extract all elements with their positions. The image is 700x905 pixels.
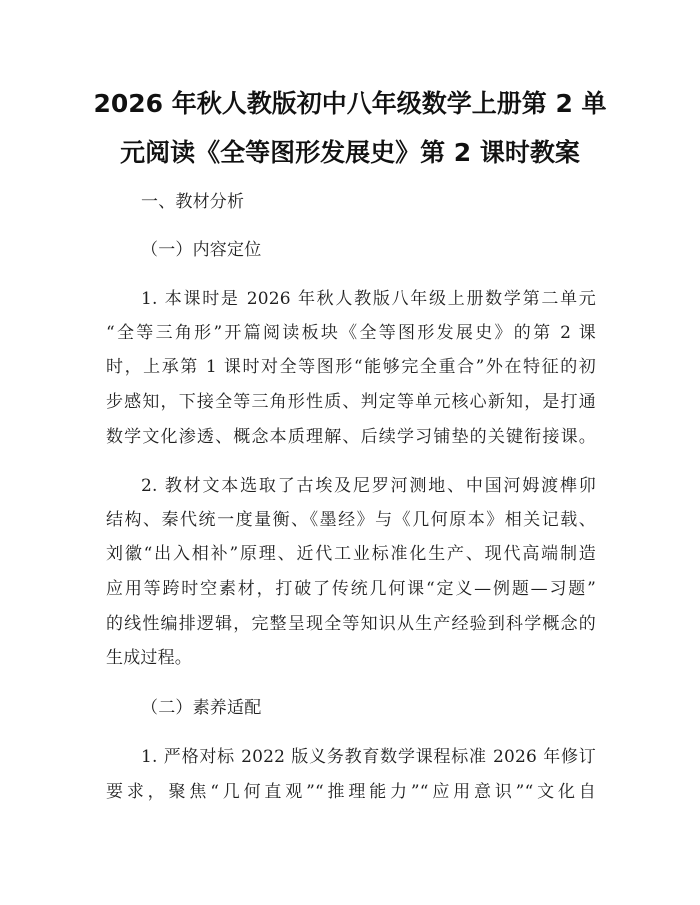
paragraph-1-line: 1. 本课时是 2026 年秋人教版八年级上册数学第二单元 <box>141 289 596 309</box>
document-title-line-1: 2026 年秋人教版初中八年级数学上册第 2 单 <box>93 89 607 118</box>
paragraph-3-line: 1. 严格对标 2022 版义务教育数学课程标准 2026 年修订 <box>141 747 596 767</box>
section-heading-textbook-analysis: 一、教材分析 <box>141 192 245 212</box>
paragraph-2-line: 应用等跨时空素材，打破了传统几何课“定义—例题—习题” <box>106 579 596 599</box>
paragraph-1-line: 数学文化渗透、概念本质理解、后续学习铺垫的关键衔接课。 <box>106 427 596 447</box>
paragraph-3-line: 要求，聚焦“几何直观”“推理能力”“应用意识”“文化自 <box>106 782 596 802</box>
paragraph-1-line: 步感知，下接全等三角形性质、判定等单元核心新知，是打通 <box>106 392 596 412</box>
paragraph-1-line: 时，上承第 1 课时对全等图形“能够完全重合”外在特征的初 <box>106 357 596 377</box>
subsection-heading-literacy-fit: （二）素养适配 <box>141 698 262 718</box>
paragraph-2-line: 生成过程。 <box>106 648 192 668</box>
paragraph-1-line: “全等三角形”开篇阅读板块《全等图形发展史》的第 2 课 <box>106 323 596 343</box>
paragraph-2-line: 的线性编排逻辑，完整呈现全等知识从生产经验到科学概念的 <box>106 614 596 634</box>
document-title-line-2: 元阅读《全等图形发展史》第 2 课时教案 <box>120 138 580 167</box>
subsection-heading-content-positioning: （一）内容定位 <box>141 240 262 260</box>
paragraph-2-line: 刘徽“出入相补”原理、近代工业标准化生产、现代高端制造 <box>106 544 596 564</box>
paragraph-2-line: 2. 教材文本选取了古埃及尼罗河测地、中国河姆渡榫卯 <box>141 476 596 496</box>
paragraph-2-line: 结构、秦代统一度量衡、《墨经》与《几何原本》相关记载、 <box>106 510 596 530</box>
